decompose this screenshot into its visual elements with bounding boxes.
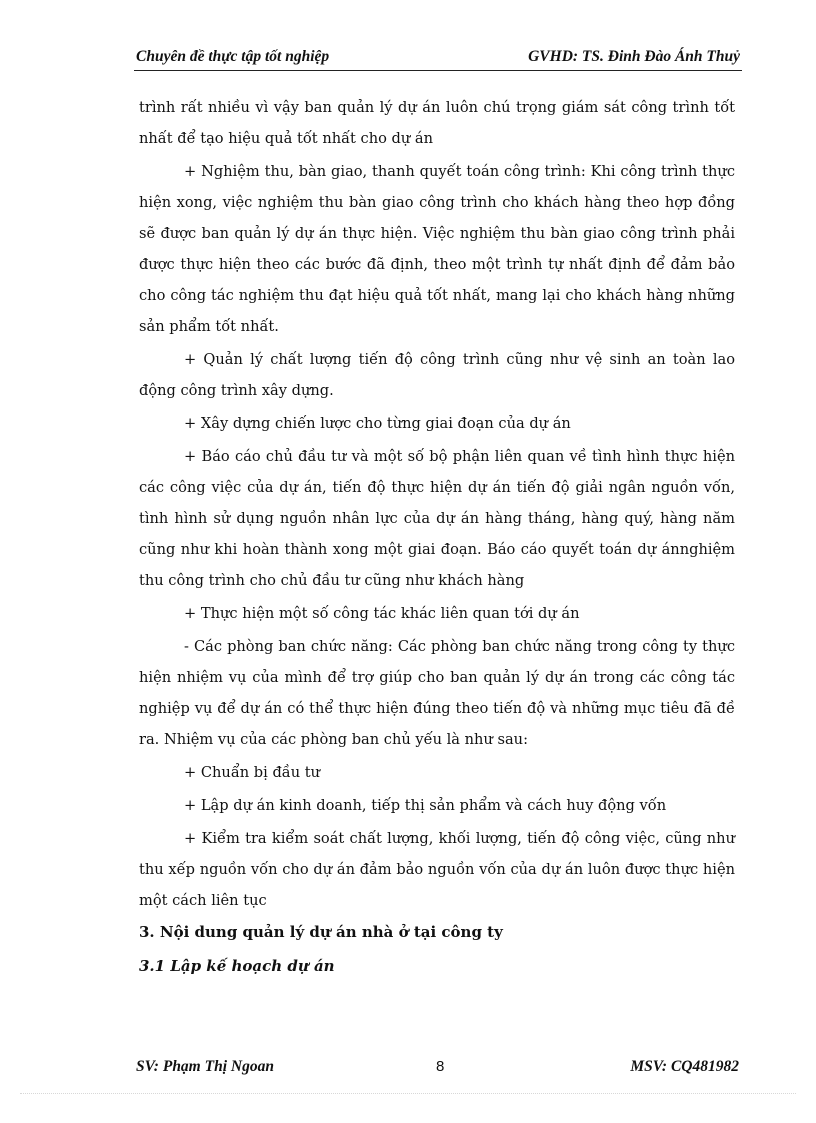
footer-student-name: SV: Phạm Thị Ngoan (136, 1058, 274, 1075)
paragraph-quality-management: + Quản lý chất lượng tiến độ công trình cũng như vệ sinh an toàn lao động công trình xây dựng. (139, 351, 735, 399)
paragraph-business-plan: + Lập dự án kinh doanh, tiếp thị sản phẩm và cách huy động vốn (184, 797, 667, 814)
paragraph-functional-departments: - Các phòng ban chức năng: Các phòng ban chức năng trong công ty thực hiện nhiệm vụ của mình để trợ giúp cho ban quản lý dự án trong các công tác nghiệp vụ để dự án có thể thực hiện đúng theo tiến độ và những mục tiêu đã đề ra. Nhiệm vụ của các phòng ban chủ yếu là như sau: (139, 638, 735, 748)
paragraph-acceptance: + Nghiệm thu, bàn giao, thanh quyết toán công trình: Khi công trình thực hiện xong, việc nghiệm thu bàn giao công trình cho khách hàng theo hợp đồng sẽ được ban quản lý dự án thực hiện. Việc nghiệm thu bàn giao công trình phải được thực hiện theo các bước đã định, theo một trình tự nhất định để đảm bảo cho công tác nghiệm thu đạt hiệu quả tốt nhất, mang lại cho khách hàng những sản phẩm tốt nhất. (139, 163, 735, 335)
header-report-title: Chuyên đề thực tập tốt nghiệp (136, 48, 330, 65)
header-supervisor: GVHD: TS. Đinh Đào Ánh Thuỷ (528, 48, 740, 65)
section-heading: 3. Nội dung quản lý dự án nhà ở tại công ty (139, 923, 503, 941)
page-header (136, 48, 740, 70)
paragraph-other-tasks: + Thực hiện một số công tác khác liên quan tới dự án (184, 605, 580, 622)
header-divider (134, 70, 742, 71)
paragraph-continuation: trình rất nhiều vì vậy ban quản lý dự án luôn chú trọng giám sát công trình tốt nhất để tạo hiệu quả tốt nhất cho dự án (139, 99, 735, 147)
page-footer (136, 1058, 739, 1080)
paragraph-quality-control: + Kiểm tra kiểm soát chất lượng, khối lượng, tiến độ công việc, cũng như thu xếp nguồn vốn cho dự án đảm bảo nguồn vốn của dự án luôn được thực hiện một cách liên tục (139, 830, 735, 909)
page-number: 8 (436, 1058, 445, 1075)
page-body (139, 92, 735, 983)
page-bottom-divider (20, 1093, 796, 1094)
paragraph-reporting: + Báo cáo chủ đầu tư và một số bộ phận liên quan về tình hình thực hiện các công việc của dự án, tiến độ thực hiện dự án tiến độ giải ngân nguồn vốn, tình hình sử dụng nguồn nhân lực của dự án hàng tháng, hàng quý, hàng năm cũng như khi hoàn thành xong một giai đoạn. Báo cáo quyết toán dự ánnghiệm thu công trình cho chủ đầu tư cũng như khách hàng (139, 448, 735, 589)
paragraph-strategy: + Xây dựng chiến lược cho từng giai đoạn của dự án (184, 415, 571, 432)
paragraph-investment-prep: + Chuẩn bị đầu tư (184, 764, 321, 781)
footer-student-id: MSV: CQ481982 (630, 1058, 739, 1075)
subsection-heading: 3.1 Lập kế hoạch dự án (139, 957, 335, 975)
